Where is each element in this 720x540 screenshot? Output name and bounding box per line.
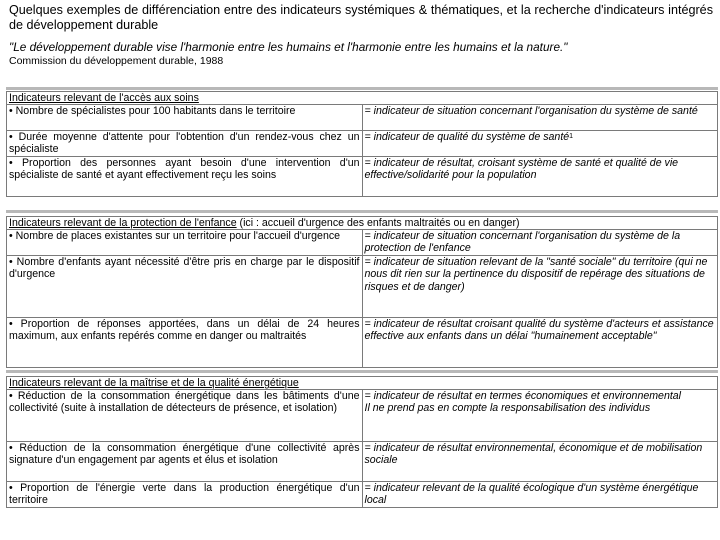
table-row: [7, 131, 718, 157]
classification-cell: = indicateur de résultat environnemental, économique et de mobilisation sociale: [362, 442, 718, 482]
classification-cell: = indicateur de résultat croisant qualité du système d'acteurs et assistance effective aux enfants dans un délai "humainement acceptable": [362, 318, 718, 368]
separator: [6, 370, 718, 373]
indicator-cell: • Proportion de réponses apportées, dans un délai de 24 heures maximum, aux enfants repérés comme en danger ou maltraités: [7, 318, 363, 368]
separator: [6, 210, 718, 213]
classification-cell: = indicateur de résultat, croisant système de santé et qualité de vie effective/solidarité pour la population: [362, 157, 718, 197]
page-title: Quelques exemples de différenciation entre des indicateurs systémiques & thématiques, et la recherche d'indicateurs intégrés de développement durable: [9, 3, 713, 32]
table-row: [7, 157, 718, 197]
footnote-marker: 1: [569, 133, 574, 141]
table-protection-enfance: [6, 216, 718, 368]
indicator-cell: • Proportion de l'énergie verte dans la production énergétique d'un territoire: [7, 482, 363, 508]
indicator-cell: • Nombre d'enfants ayant nécessité d'être pris en charge par le dispositif d'urgence: [7, 256, 363, 318]
table-heading: Indicateurs relevant de la protection de l'enfance (ici : accueil d'urgence des enfants maltraités ou en danger): [7, 217, 718, 230]
table-header-row: [7, 217, 718, 230]
table-heading: Indicateurs relevant de l'accès aux soins: [7, 92, 718, 105]
classification-cell: = indicateur de qualité du système de santé$^1$: [362, 131, 718, 157]
classification-cell: = indicateur de situation relevant de la "santé sociale" du territoire (qui ne nous dit rien sur la pertinence du dispositif de repérage des situations de risques et de danger): [362, 256, 718, 318]
separator: [6, 87, 718, 90]
classification-cell: = indicateur de résultat en termes économiques et environnemental Il ne prend pas en compte la responsabilisation des individus: [362, 390, 718, 442]
indicator-cell: • Réduction de la consommation énergétique dans les bâtiments d'une collectivité (suite à installation de détecteurs de présence, et isolation): [7, 390, 363, 442]
table-row: [7, 105, 718, 131]
table-row: [7, 230, 718, 256]
classification-cell: = indicateur de situation concernant l'organisation du système de la protection de l'enfance: [362, 230, 718, 256]
quote: "Le développement durable vise l'harmonie entre les humains et l'harmonie entre les humains et la nature.": [9, 40, 568, 54]
indicator-cell: • Réduction de la consommation énergétique d'une collectivité après signature d'un engagement par agents et élus et isolation: [7, 442, 363, 482]
table-row: [7, 318, 718, 368]
table-row: [7, 442, 718, 482]
table-header-row: [7, 377, 718, 390]
table-row: [7, 482, 718, 508]
classification-cell: = indicateur relevant de la qualité écologique d'un système énergétique local: [362, 482, 718, 508]
indicator-cell: • Nombre de spécialistes pour 100 habitants dans le territoire: [7, 105, 363, 131]
quote-source: Commission du développement durable, 1988: [9, 55, 224, 67]
table-energie: [6, 376, 718, 508]
table-row: [7, 256, 718, 318]
table-header-row: [7, 92, 718, 105]
indicator-cell: • Durée moyenne d'attente pour l'obtention d'un rendez-vous chez un spécialiste: [7, 131, 363, 157]
indicator-cell: • Nombre de places existantes sur un territoire pour l'accueil d'urgence: [7, 230, 363, 256]
classification-cell: = indicateur de situation concernant l'organisation du système de santé: [362, 105, 718, 131]
table-acces-soins: [6, 91, 718, 197]
table-row: [7, 390, 718, 442]
indicator-cell: • Proportion des personnes ayant besoin d'une intervention d'un spécialiste de santé et ayant effectivement reçu les soins: [7, 157, 363, 197]
table-heading: Indicateurs relevant de la maîtrise et de la qualité énergétique: [7, 377, 718, 390]
